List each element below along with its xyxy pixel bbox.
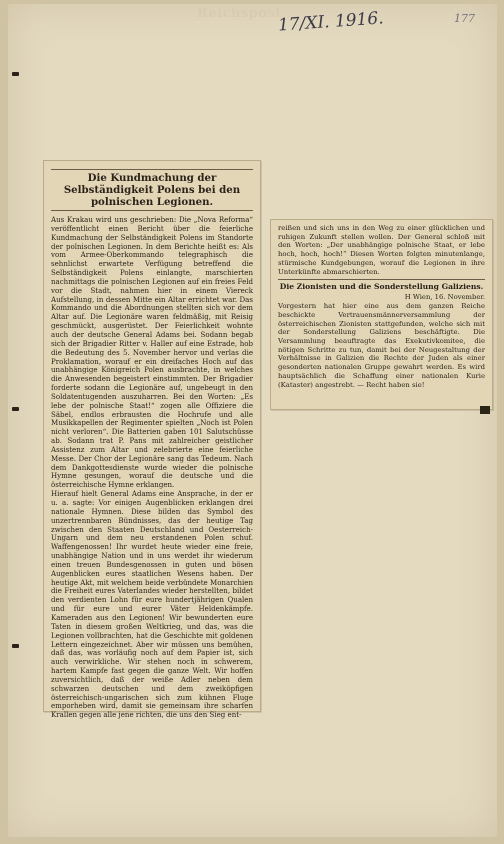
binder-hole — [12, 72, 19, 76]
left-clipping — [43, 160, 261, 720]
second-article-body: Vorgestern hat hier eine aus dem ganzen Reiche beschickte Vertrauensmännerversammlung der österreichischen Zionisten stattgefunden, welche sich mit der Sonderstellung Galiziens beschäftigte. Die Versammlung beauftragte das Exekutivkomitee, die nötigen Schritte zu tun, damit bei der Neugestaltung der Verhältnisse in Galizien die Rechte der Juden als einer gesonderten nationalen Gruppe gewahrt werden. Es wird hauptsächlich die Schaffung einer nationalen Kurie (Kataster) angestrebt. — Recht haben sie! — [278, 302, 485, 389]
article-continuation: reißen und sich uns in den Weg zu einer glücklichen und ruhigen Zukunft stellen wollen. Der General schloß mit den Worten: „Der unabhängige polnische Staat, er lebe hoch, hoch, hoch!“ Diesen Worten folgten minutenlange, stürmische Kundgebungen, worauf die Legionen in ihre Unterkünfte abmarschierten. — [278, 224, 485, 276]
dateline: H Wien, 16. November. — [404, 293, 485, 302]
handwritten-page-number: 177 — [454, 12, 475, 25]
second-article-title: Die Zionisten und die Sonderstellung Galiziens. — [279, 282, 484, 292]
newspaper-masthead: Reichspost — [197, 6, 282, 21]
article-body: Aus Krakau wird uns geschrieben: Die „Nova Reforma“ veröffentlicht einen Bericht über die feierliche Kundmachung der Selbständigkeit Polens im Standorte der polnischen Legionen. In dem Berichte heißt es: Als vom Armee-Oberkommando telegraphisch die sehnlichst erwartete Verfügung betreffend die Selbständigkeit Polens einlangte, marschierten nachmittags die polnischen Legionen auf ein freies Feld vor die Stadt, nahmen hier in einem Viereck Aufstellung, in dessen Mitte ein Altar errichtet war. Das Kommando und die Abordnungen stellten sich vor dem Altar auf. Die Legionäre waren feldmäßig, mit Reisig geschmückt, ausgerüstet. Der Feierlichkeit wohnte auch der deutsche General Adams bei. Sodann begab sich der Brigadier Ritter v. Haller auf eine Estrade, hob die Bedeutung des 5. November hervor und verlas die Proklamation, worauf er ein dreifaches Hoch auf das unabhängige Königreich Polen ausbrachte, in welches die Anwesenden begeistert einstimmten. Der Brigadier forderte sodann die Legionäre auf, ungebeugt in den Soldatentugenden auszuharren. Bei den Worten: „Es lebe der polnische Staat!“ zogen alle Offiziere die Säbel, endlos erbrausten die Hochrufe und alle Musikkapellen der Regimenter spielten „Noch ist Polen nicht verloren“. Die Batterien gaben 101 Salutschüsse ab. Sodann trat P. Pans mit zahlreicher geistlicher Assistenz zum Altar und zelebrierte eine feierliche Messe. Der Chor der Legionäre sang das Tedeum. Nach dem Dankgottesdienste wurde wieder die polnische Hymne gesungen, worauf die deutsche und die österreichische Hymne erklangen. Hierauf hielt General Adams eine Ansprache, in der er u. a. sagte: Vor einigen Augenblicken erklangen drei nationale Hymnen. Diese bilden das Symbol des unzertrennbaren Bündnisses, das der heutige Tag zwischen den Staaten Deutschland und Oesterreich-Ungarn und dem neu erstandenen Polen schuf. Waffengenossen! Ihr wurdet heute wieder eine freie, unabhängige Nation und in uns werdet ihr wiederum einen treuen Bundesgenossen in guten und bösen Augenblicken eures staatlichen Wesens haben. Der heutige Akt, mit welchem beide verbündete Monarchien die Freiheit eures Vaterlandes wieder herstellten, bildet den verdienten Lohn für eure hundertjährigen Qualen und für eure und eurer Väter Heldenkämpfe. Kameraden aus den Legionen! Wir bewunderten eure Taten in diesem großen Weltkrieg, und das, was die Legionen vollbrachten, hat die Geschichte mit goldenen Lettern eingezeichnet. Aber wir müssen uns bemühen, daß das, was vorläufig noch auf dem Papier ist, sich auch verwirkliche. Wir stehen noch in schwerem, hartem Kampfe fast gegen die ganze Welt. Wir hoffen zuversichtlich, daß der weiße Adler neben dem schwarzen deutschen und dem zweiköpfigen österreichisch-ungarischen sich zum kühnen Fluge emporheben wird, damit sie gemeinsam ihre scharfen Krallen gegen alle jene richten, die uns den Sieg ent- — [51, 215, 253, 720]
right-clipping — [270, 219, 493, 410]
binder-tab — [480, 406, 490, 414]
binder-hole — [12, 644, 19, 648]
handwritten-date: 17/XI. 1916. — [277, 8, 385, 36]
divider — [278, 279, 485, 280]
article-headline: Die Kundmachung der Selbständigkeit Polens bei den polnischen Legionen. — [51, 169, 253, 211]
binder-hole — [12, 407, 19, 411]
